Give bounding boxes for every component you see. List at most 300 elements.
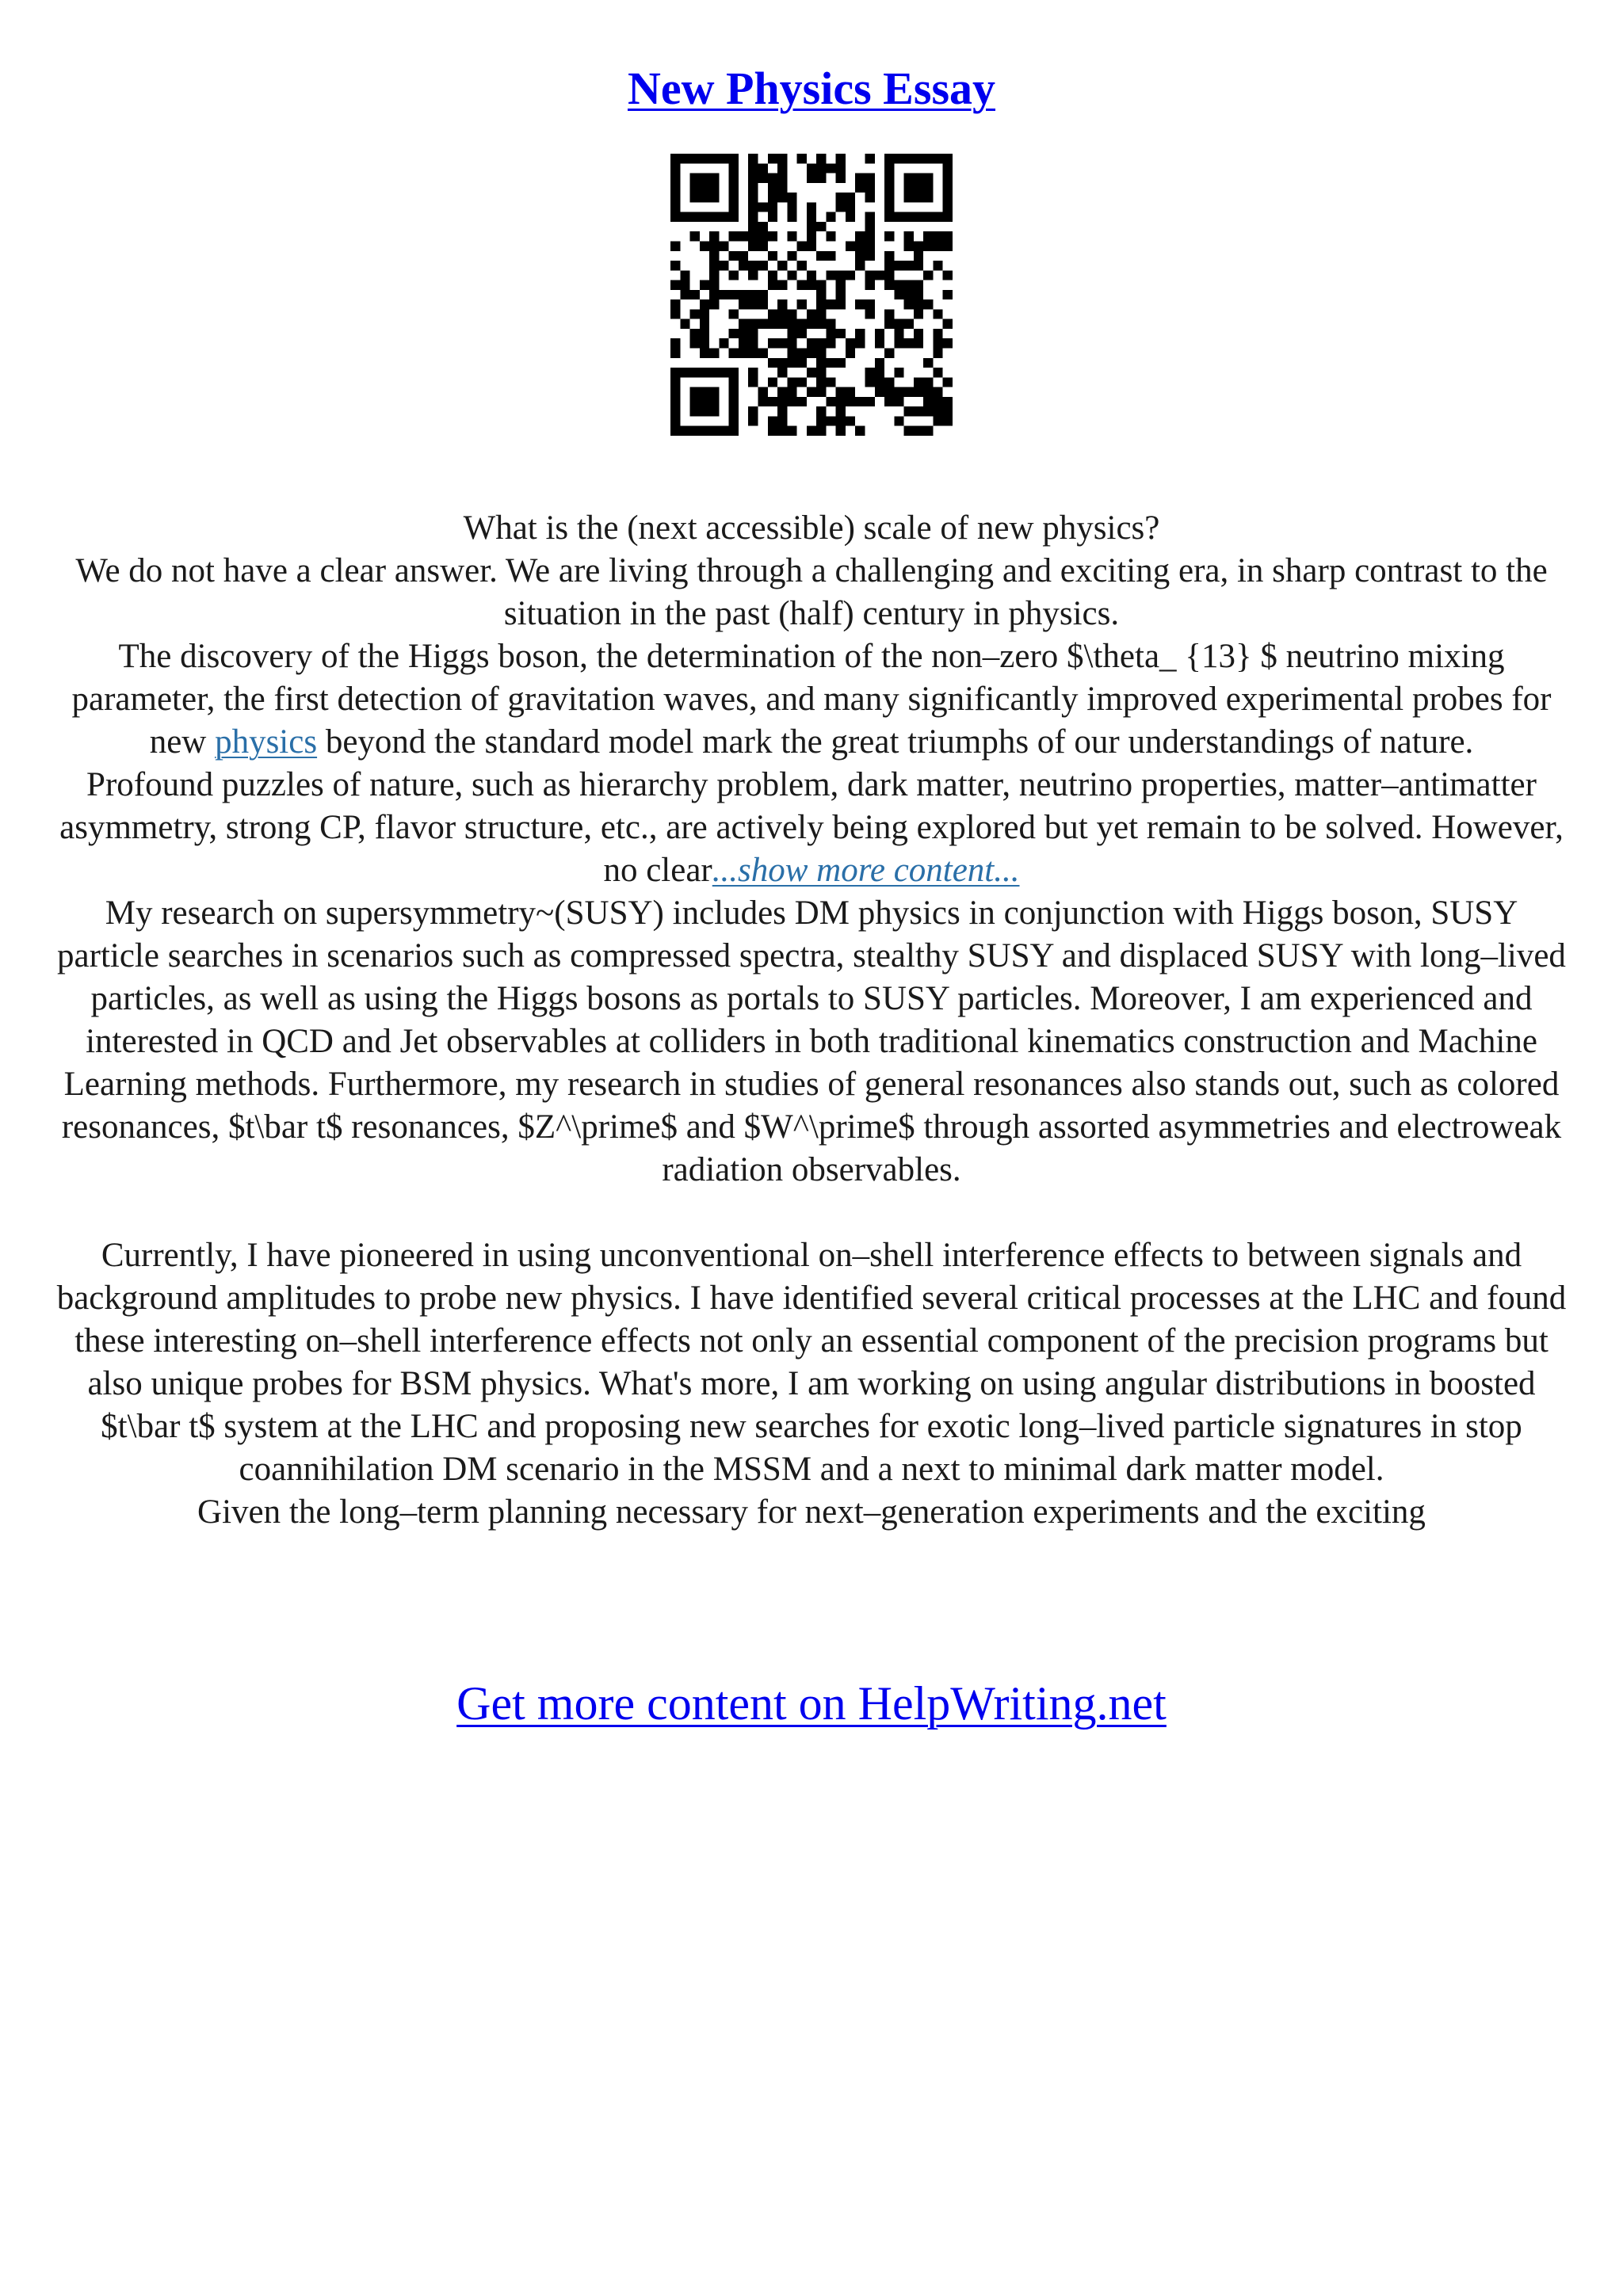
show-more-link[interactable]: ...show more content...: [712, 852, 1020, 889]
qr-module: [680, 290, 689, 299]
helpwriting-link[interactable]: Get more content on HelpWriting.net: [456, 1677, 1167, 1730]
qr-module: [748, 368, 758, 377]
qr-module: [690, 154, 700, 163]
qr-module: [807, 309, 816, 318]
qr-module: [816, 406, 826, 416]
qr-module: [807, 163, 816, 173]
qr-module: [816, 290, 826, 299]
qr-module: [826, 329, 835, 338]
qr-module: [758, 349, 767, 358]
paragraph-puzzles: [51, 764, 1572, 892]
qr-module: [787, 202, 796, 212]
qr-module: [943, 174, 953, 183]
qr-module: [826, 319, 835, 329]
qr-module: [758, 299, 767, 309]
qr-module: [787, 309, 796, 318]
qr-module: [680, 154, 689, 163]
qr-module: [787, 329, 796, 338]
qr-module: [914, 377, 923, 387]
qr-module: [777, 358, 787, 368]
qr-module: [768, 416, 777, 425]
qr-module: [748, 329, 758, 338]
qr-module: [865, 377, 875, 387]
qr-module: [933, 416, 942, 425]
qr-module: [787, 212, 796, 222]
qr-module: [777, 163, 787, 173]
qr-module: [904, 212, 914, 222]
qr-module: [729, 416, 739, 425]
qr-module: [787, 231, 796, 241]
qr-module: [748, 241, 758, 250]
qr-module: [943, 338, 953, 348]
qr-module: [884, 397, 894, 406]
qr-module: [846, 241, 855, 250]
qr-module: [816, 377, 826, 387]
qr-module: [709, 193, 719, 202]
qr-module: [797, 377, 807, 387]
qr-module: [914, 299, 923, 309]
qr-module: [758, 261, 767, 270]
qr-module: [943, 154, 953, 163]
qr-module: [748, 212, 758, 222]
qr-module: [680, 368, 689, 377]
qr-module: [943, 290, 953, 299]
qr-module: [884, 183, 894, 193]
qr-module: [807, 338, 816, 348]
qr-module: [836, 387, 846, 397]
qr-module: [758, 222, 767, 231]
qr-module: [700, 349, 709, 358]
qr-module: [914, 212, 923, 222]
qr-module: [816, 416, 826, 425]
qr-module: [884, 251, 894, 261]
qr-module: [836, 329, 846, 338]
qr-module: [729, 212, 739, 222]
qr-module: [748, 261, 758, 270]
qr-module: [923, 183, 933, 193]
qr-module: [875, 387, 884, 397]
qr-module: [729, 368, 739, 377]
qr-module: [748, 222, 758, 231]
qr-module: [670, 154, 680, 163]
qr-module: [758, 387, 767, 397]
qr-module: [894, 387, 903, 397]
qr-module: [826, 270, 835, 280]
qr-module: [709, 299, 719, 309]
qr-module: [690, 183, 700, 193]
qr-module: [826, 212, 835, 222]
qr-module: [816, 319, 826, 329]
qr-module: [768, 231, 777, 241]
qr-module: [846, 349, 855, 358]
qr-module: [904, 319, 914, 329]
qr-module: [846, 387, 855, 397]
qr-module: [797, 319, 807, 329]
qr-module: [826, 416, 835, 425]
qr-module: [826, 358, 835, 368]
qr-module: [914, 309, 923, 318]
qr-module: [855, 299, 865, 309]
physics-link[interactable]: physics: [215, 723, 318, 761]
qr-module: [739, 231, 748, 241]
qr-module: [729, 154, 739, 163]
qr-module: [729, 397, 739, 406]
qr-module: [836, 174, 846, 183]
qr-module: [709, 397, 719, 406]
qr-module: [729, 202, 739, 212]
qr-module: [729, 406, 739, 416]
qr-module: [748, 163, 758, 173]
qr-module: [826, 231, 835, 241]
qr-module: [670, 387, 680, 397]
qr-module: [865, 299, 875, 309]
qr-module: [914, 426, 923, 436]
qr-module: [933, 397, 942, 406]
qr-module: [846, 193, 855, 202]
qr-module: [914, 387, 923, 397]
qr-module: [894, 397, 903, 406]
qr-module: [807, 426, 816, 436]
qr-module: [670, 377, 680, 387]
qr-module: [846, 270, 855, 280]
qr-module: [700, 154, 709, 163]
qr-module: [914, 406, 923, 416]
qr-module: [748, 406, 758, 416]
qr-module: [943, 319, 953, 329]
qr-module: [904, 338, 914, 348]
qr-module: [700, 426, 709, 436]
qr-module: [709, 251, 719, 261]
qr-module: [670, 349, 680, 358]
qr-module: [670, 416, 680, 425]
qr-module: [923, 193, 933, 202]
qr-module: [914, 154, 923, 163]
qr-module: [719, 426, 728, 436]
qr-module: [700, 338, 709, 348]
qr-module: [875, 338, 884, 348]
paragraph-puzzles-text: Profound puzzles of nature, such as hierarchy problem, dark matter, neutrino properties, matter–antimatter asymmetry, strong CP, flavor structure, etc., are actively being explored but yet remain to be solved. However, no clear: [59, 766, 1564, 889]
qr-module: [680, 212, 689, 222]
qr-module: [797, 329, 807, 338]
qr-module: [719, 212, 728, 222]
qr-module: [690, 387, 700, 397]
qr-module: [914, 193, 923, 202]
qr-module: [904, 231, 914, 241]
qr-module: [690, 368, 700, 377]
qr-module: [816, 309, 826, 318]
qr-module: [768, 377, 777, 387]
qr-module: [846, 338, 855, 348]
qr-module: [748, 202, 758, 212]
qr-module: [894, 416, 903, 425]
qr-module: [836, 358, 846, 368]
qr-module: [933, 349, 942, 358]
qr-module: [768, 202, 777, 212]
qr-module: [865, 280, 875, 290]
qr-module: [816, 349, 826, 358]
qr-module: [875, 270, 884, 280]
paragraph-question: What is the (next accessible) scale of new physics?: [463, 509, 1160, 547]
qr-module: [787, 358, 796, 368]
qr-module: [690, 397, 700, 406]
qr-module: [748, 231, 758, 241]
qr-module: [914, 338, 923, 348]
qr-module: [709, 154, 719, 163]
qr-module: [709, 280, 719, 290]
qr-module: [865, 309, 875, 318]
qr-module: [904, 183, 914, 193]
qr-module: [865, 251, 875, 261]
qr-module: [943, 406, 953, 416]
qr-module: [846, 416, 855, 425]
qr-module: [700, 309, 709, 318]
qr-module: [865, 212, 875, 222]
qr-module: [748, 270, 758, 280]
qr-module: [670, 163, 680, 173]
qr-module: [768, 358, 777, 368]
qr-module: [855, 329, 865, 338]
qr-module: [826, 338, 835, 348]
qr-module: [923, 397, 933, 406]
qr-module: [865, 193, 875, 202]
qr-module: [914, 261, 923, 270]
qr-module: [836, 280, 846, 290]
qr-module: [807, 222, 816, 231]
qr-module: [768, 397, 777, 406]
qr-module: [777, 280, 787, 290]
qr-module: [690, 338, 700, 348]
qr-module: [933, 329, 942, 338]
qr-module: [807, 212, 816, 222]
qr-module: [777, 154, 787, 163]
qr-module: [816, 358, 826, 368]
qr-module: [807, 174, 816, 183]
qr-module: [933, 338, 942, 348]
qr-module: [816, 368, 826, 377]
qr-module: [904, 193, 914, 202]
qr-module: [787, 387, 796, 397]
qr-module: [729, 309, 739, 318]
qr-module: [807, 319, 816, 329]
qr-module: [943, 231, 953, 241]
qr-module: [923, 358, 933, 368]
qr-module: [768, 338, 777, 348]
qr-module: [855, 397, 865, 406]
qr-module: [914, 251, 923, 261]
qr-module: [719, 154, 728, 163]
qr-module: [777, 397, 787, 406]
qr-module: [943, 377, 953, 387]
qr-module: [748, 377, 758, 387]
qr-module: [690, 290, 700, 299]
qr-module: [894, 368, 903, 377]
qr-module: [875, 329, 884, 338]
qr-module: [670, 368, 680, 377]
qr-module: [894, 338, 903, 348]
qr-module: [700, 397, 709, 406]
qr-module: [748, 193, 758, 202]
qr-module: [739, 261, 748, 270]
qr-module: [807, 349, 816, 358]
qr-module: [923, 270, 933, 280]
qr-module: [670, 406, 680, 416]
qr-module: [777, 416, 787, 425]
qr-module: [904, 387, 914, 397]
qr-module: [739, 319, 748, 329]
qr-module: [777, 183, 787, 193]
qr-module: [690, 329, 700, 338]
qr-module: [709, 290, 719, 299]
paragraph-discovery-end: beyond the standard model mark the great triumphs of our understandings of nature.: [317, 723, 1474, 761]
qr-module: [836, 290, 846, 299]
qr-module: [914, 174, 923, 183]
qr-module: [797, 299, 807, 309]
qr-module: [787, 319, 796, 329]
qr-module: [865, 368, 875, 377]
qr-module: [787, 338, 796, 348]
qr-module: [865, 270, 875, 280]
qr-module: [816, 154, 826, 163]
qr-module: [884, 163, 894, 173]
qr-module: [875, 358, 884, 368]
qr-module: [884, 319, 894, 329]
qr-module: [768, 270, 777, 280]
qr-module: [855, 426, 865, 436]
qr-module: [855, 174, 865, 183]
qr-module: [943, 241, 953, 250]
qr-module: [846, 202, 855, 212]
qr-module: [816, 299, 826, 309]
qr-module: [884, 202, 894, 212]
qr-module: [894, 290, 903, 299]
qr-module: [748, 154, 758, 163]
qr-module: [797, 154, 807, 163]
qr-module: [739, 329, 748, 338]
qr-module: [729, 377, 739, 387]
qr-module: [700, 329, 709, 338]
qr-module: [923, 231, 933, 241]
qr-module: [933, 309, 942, 318]
qr-module: [719, 290, 728, 299]
qr-module: [670, 193, 680, 202]
qr-module: [670, 280, 680, 290]
qr-module: [729, 426, 739, 436]
qr-module: [777, 368, 787, 377]
qr-module: [894, 280, 903, 290]
qr-module: [729, 387, 739, 397]
qr-module: [758, 202, 767, 212]
qr-module: [884, 387, 894, 397]
footer: [0, 1672, 1623, 1735]
qr-module: [670, 299, 680, 309]
paragraph-closing: Given the long–term planning necessary for next–generation experiments and the exciting: [197, 1493, 1426, 1531]
qr-module: [855, 251, 865, 261]
qr-module: [758, 319, 767, 329]
qr-module: [768, 280, 777, 290]
qr-module: [777, 426, 787, 436]
qr-module: [787, 349, 796, 358]
qr-module: [933, 231, 942, 241]
qr-module: [758, 241, 767, 250]
qr-module: [739, 338, 748, 348]
qr-module: [816, 426, 826, 436]
qr-module: [709, 212, 719, 222]
qr-module: [777, 193, 787, 202]
paragraph-spacer: [51, 1192, 1572, 1234]
qr-module: [748, 319, 758, 329]
qr-module: [875, 377, 884, 387]
qr-module: [777, 387, 787, 397]
qr-module: [807, 241, 816, 250]
qr-module: [816, 251, 826, 261]
qr-module: [690, 193, 700, 202]
qr-module: [826, 397, 835, 406]
qr-module: [836, 416, 846, 425]
qr-module: [700, 193, 709, 202]
qr-module: [709, 174, 719, 183]
qr-module: [914, 241, 923, 250]
qr-module: [884, 349, 894, 358]
qr-module: [787, 426, 796, 436]
page-title: [0, 59, 1623, 119]
qr-module: [670, 202, 680, 212]
qr-module: [943, 183, 953, 193]
qr-module: [690, 212, 700, 222]
qr-module: [729, 329, 739, 338]
qr-module: [670, 241, 680, 250]
qr-module: [670, 309, 680, 318]
qr-module: [729, 251, 739, 261]
qr-module: [816, 163, 826, 173]
qr-module: [690, 309, 700, 318]
qr-module: [670, 183, 680, 193]
qr-module: [826, 251, 835, 261]
qr-module: [670, 212, 680, 222]
qr-module: [709, 241, 719, 250]
qr-module: [884, 270, 894, 280]
qr-module: [884, 231, 894, 241]
qr-module: [884, 261, 894, 270]
qr-module: [943, 270, 953, 280]
qr-module: [758, 290, 767, 299]
qr-module: [768, 193, 777, 202]
qr-module: [748, 338, 758, 348]
qr-module: [933, 261, 942, 270]
paragraph-research: My research on supersymmetry~(SUSY) includes DM physics in conjunction with Higgs boson, SUSY particle searches in scenarios such as compressed spectra, stealthy SUSY and displaced SUSY with long–lived particles, as well as using the Higgs bosons as portals to SUSY particles. Moreover, I am experienced and interested in QCD and Jet observables at colliders in both traditional kinematics construction and Machine Learning methods. Furthermore, my research in studies of general resonances also stands out, such as colored resonances, $t\bar t$ resonances, $Z^\prime$ and $W^\prime$ through assorted asymmetries and electroweak radiation observables.: [57, 894, 1566, 1188]
qr-module: [777, 299, 787, 309]
qr-module: [904, 241, 914, 250]
qr-module: [914, 183, 923, 193]
qr-module: [787, 193, 796, 202]
qr-module: [923, 377, 933, 387]
qr-module: [729, 163, 739, 173]
qr-module: [865, 397, 875, 406]
qr-module: [904, 426, 914, 436]
qr-module: [748, 174, 758, 183]
qr-module: [758, 231, 767, 241]
qr-module: [719, 241, 728, 250]
qr-module: [768, 319, 777, 329]
qr-module: [826, 299, 835, 309]
qr-module: [875, 368, 884, 377]
qr-module: [670, 261, 680, 270]
qr-module: [709, 183, 719, 193]
qr-module: [797, 349, 807, 358]
qr-module: [797, 358, 807, 368]
title-link[interactable]: New Physics Essay: [627, 63, 996, 114]
qr-module: [807, 280, 816, 290]
qr-module: [680, 319, 689, 329]
